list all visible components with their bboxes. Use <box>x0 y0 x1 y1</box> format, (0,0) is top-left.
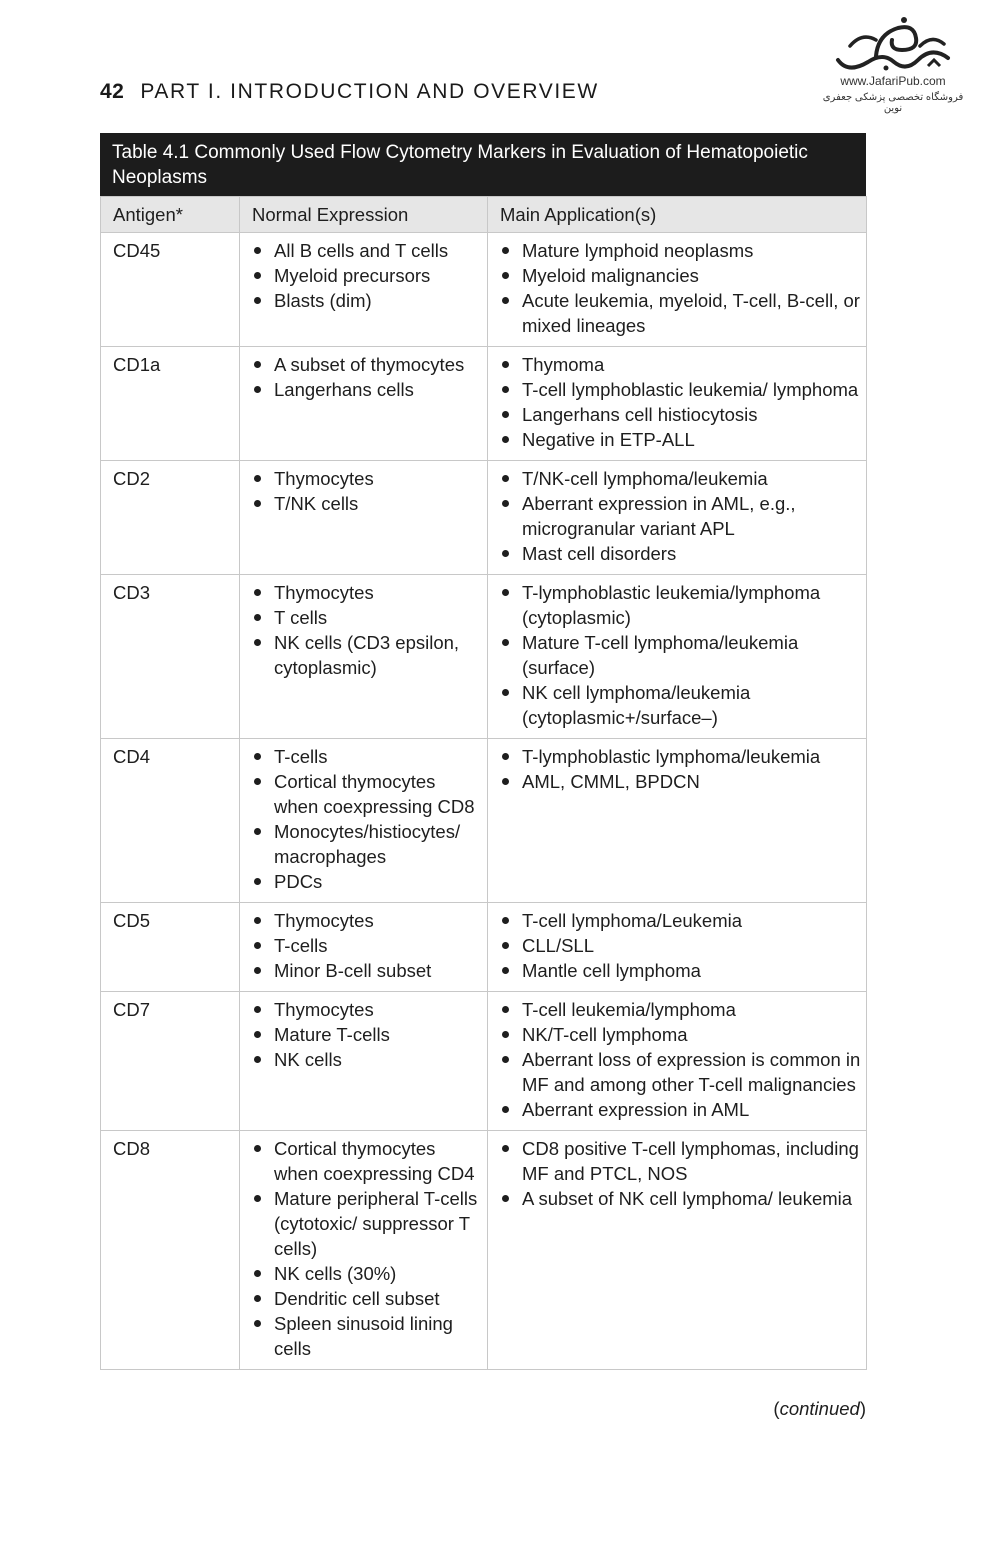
table-row <box>101 992 867 1131</box>
bullet-list <box>500 580 862 730</box>
normal-expression-item: Blasts (dim) <box>252 288 483 313</box>
bullet-list <box>252 997 483 1072</box>
normal-expression-item: Dendritic cell subset <box>252 1286 483 1311</box>
normal-expression-cell <box>240 1131 488 1370</box>
normal-expression-cell <box>240 461 488 575</box>
normal-expression-cell <box>240 233 488 347</box>
column-header-antigen: Antigen* <box>101 197 240 233</box>
main-application-item: Mature lymphoid neoplasms <box>500 238 862 263</box>
main-application-item: Mature T-cell lymphoma/leukemia (surface) <box>500 630 862 680</box>
antigen-cell: CD1a <box>101 347 240 461</box>
main-application-cell <box>488 739 867 903</box>
main-application-item: NK/T-cell lymphoma <box>500 1022 862 1047</box>
page-number: 42 <box>100 80 125 103</box>
table-row <box>101 903 867 992</box>
main-application-item: T-cell leukemia/lymphoma <box>500 997 862 1022</box>
main-application-item: T-lymphoblastic lymphoma/leukemia <box>500 744 862 769</box>
normal-expression-cell <box>240 575 488 739</box>
bullet-list <box>252 908 483 983</box>
antigen-cell: CD7 <box>101 992 240 1131</box>
bullet-list <box>252 238 483 313</box>
normal-expression-item: T/NK cells <box>252 491 483 516</box>
normal-expression-cell <box>240 903 488 992</box>
bullet-list <box>252 466 483 516</box>
normal-expression-item: Cortical thymocytes when coexpressing CD4 <box>252 1136 483 1186</box>
continued-note: (continued) <box>773 1398 866 1419</box>
normal-expression-item: PDCs <box>252 869 483 894</box>
main-application-cell <box>488 1131 867 1370</box>
main-application-item: T-lymphoblastic leukemia/lymphoma (cytoplasmic) <box>500 580 862 630</box>
normal-expression-item: Myeloid precursors <box>252 263 483 288</box>
main-application-item: Aberrant expression in AML, e.g., microgranular variant APL <box>500 491 862 541</box>
main-application-cell <box>488 575 867 739</box>
column-header-normal-expression: Normal Expression <box>240 197 488 233</box>
table-body <box>101 233 867 1370</box>
publisher-url: www.JafariPub.com <box>840 74 946 88</box>
markers-table <box>100 196 867 1370</box>
bullet-list <box>500 352 862 452</box>
bullet-list <box>500 997 862 1122</box>
main-application-cell <box>488 992 867 1131</box>
bullet-list <box>252 580 483 680</box>
part-title: PART I. INTRODUCTION AND OVERVIEW <box>140 80 599 103</box>
table-header-row <box>101 197 867 233</box>
normal-expression-item: Thymocytes <box>252 908 483 933</box>
publisher-logo <box>818 16 968 116</box>
running-header <box>100 80 599 104</box>
bullet-list <box>252 1136 483 1361</box>
normal-expression-item: NK cells (CD3 epsilon, cytoplasmic) <box>252 630 483 680</box>
bullet-list <box>500 238 862 338</box>
normal-expression-item: Thymocytes <box>252 997 483 1022</box>
main-application-item: T-cell lymphoblastic leukemia/ lymphoma <box>500 377 862 402</box>
table-row <box>101 575 867 739</box>
normal-expression-item: NK cells <box>252 1047 483 1072</box>
normal-expression-item: All B cells and T cells <box>252 238 483 263</box>
table-row <box>101 1131 867 1370</box>
antigen-cell: CD4 <box>101 739 240 903</box>
main-application-item: NK cell lymphoma/leukemia (cytoplasmic+/surface–) <box>500 680 862 730</box>
publisher-emblem-icon <box>828 16 958 74</box>
antigen-cell: CD45 <box>101 233 240 347</box>
antigen-cell: CD8 <box>101 1131 240 1370</box>
antigen-cell: CD2 <box>101 461 240 575</box>
table-title: Table 4.1 Commonly Used Flow Cytometry Markers in Evaluation of Hematopoietic Neoplasms <box>100 133 866 196</box>
normal-expression-item: Langerhans cells <box>252 377 483 402</box>
table-row <box>101 233 867 347</box>
main-application-cell <box>488 233 867 347</box>
normal-expression-item: Monocytes/histiocytes/ macrophages <box>252 819 483 869</box>
main-application-item: Aberrant expression in AML <box>500 1097 862 1122</box>
table-row <box>101 347 867 461</box>
main-application-item: CLL/SLL <box>500 933 862 958</box>
table-row <box>101 461 867 575</box>
antigen-cell: CD3 <box>101 575 240 739</box>
bullet-list <box>500 1136 862 1211</box>
main-application-item: Mantle cell lymphoma <box>500 958 862 983</box>
main-application-item: CD8 positive T-cell lymphomas, including MF and PTCL, NOS <box>500 1136 862 1186</box>
normal-expression-item: T-cells <box>252 933 483 958</box>
normal-expression-cell <box>240 739 488 903</box>
main-application-item: Thymoma <box>500 352 862 377</box>
main-application-item: AML, CMML, BPDCN <box>500 769 862 794</box>
bullet-list <box>500 908 862 983</box>
main-application-item: Langerhans cell histiocytosis <box>500 402 862 427</box>
main-application-item: Myeloid malignancies <box>500 263 862 288</box>
normal-expression-item: Spleen sinusoid lining cells <box>252 1311 483 1361</box>
table-row <box>101 739 867 903</box>
main-application-item: Negative in ETP-ALL <box>500 427 862 452</box>
main-application-item: T-cell lymphoma/Leukemia <box>500 908 862 933</box>
column-header-main-applications: Main Application(s) <box>488 197 867 233</box>
normal-expression-cell <box>240 347 488 461</box>
bullet-list <box>252 744 483 894</box>
normal-expression-item: Minor B-cell subset <box>252 958 483 983</box>
main-application-cell <box>488 461 867 575</box>
normal-expression-item: T-cells <box>252 744 483 769</box>
main-application-item: Aberrant loss of expression is common in MF and among other T-cell malignancies <box>500 1047 862 1097</box>
normal-expression-item: Thymocytes <box>252 466 483 491</box>
publisher-tagline: فروشگاه تخصصی پزشکی جعفری نوین <box>822 92 964 114</box>
continued-label: continued <box>779 1398 860 1419</box>
bullet-list <box>500 744 862 794</box>
normal-expression-cell <box>240 992 488 1131</box>
bullet-list <box>500 466 862 566</box>
main-application-cell <box>488 347 867 461</box>
main-application-item: T/NK-cell lymphoma/leukemia <box>500 466 862 491</box>
normal-expression-item: T cells <box>252 605 483 630</box>
normal-expression-item: Thymocytes <box>252 580 483 605</box>
normal-expression-item: A subset of thymocytes <box>252 352 483 377</box>
main-application-item: Mast cell disorders <box>500 541 862 566</box>
main-application-item: Acute leukemia, myeloid, T-cell, B-cell, or mixed lineages <box>500 288 862 338</box>
main-application-cell <box>488 903 867 992</box>
antigen-cell: CD5 <box>101 903 240 992</box>
normal-expression-item: NK cells (30%) <box>252 1261 483 1286</box>
normal-expression-item: Mature T-cells <box>252 1022 483 1047</box>
bullet-list <box>252 352 483 402</box>
normal-expression-item: Mature peripheral T-cells (cytotoxic/ suppressor T cells) <box>252 1186 483 1261</box>
main-application-item: A subset of NK cell lymphoma/ leukemia <box>500 1186 862 1211</box>
normal-expression-item: Cortical thymocytes when coexpressing CD8 <box>252 769 483 819</box>
